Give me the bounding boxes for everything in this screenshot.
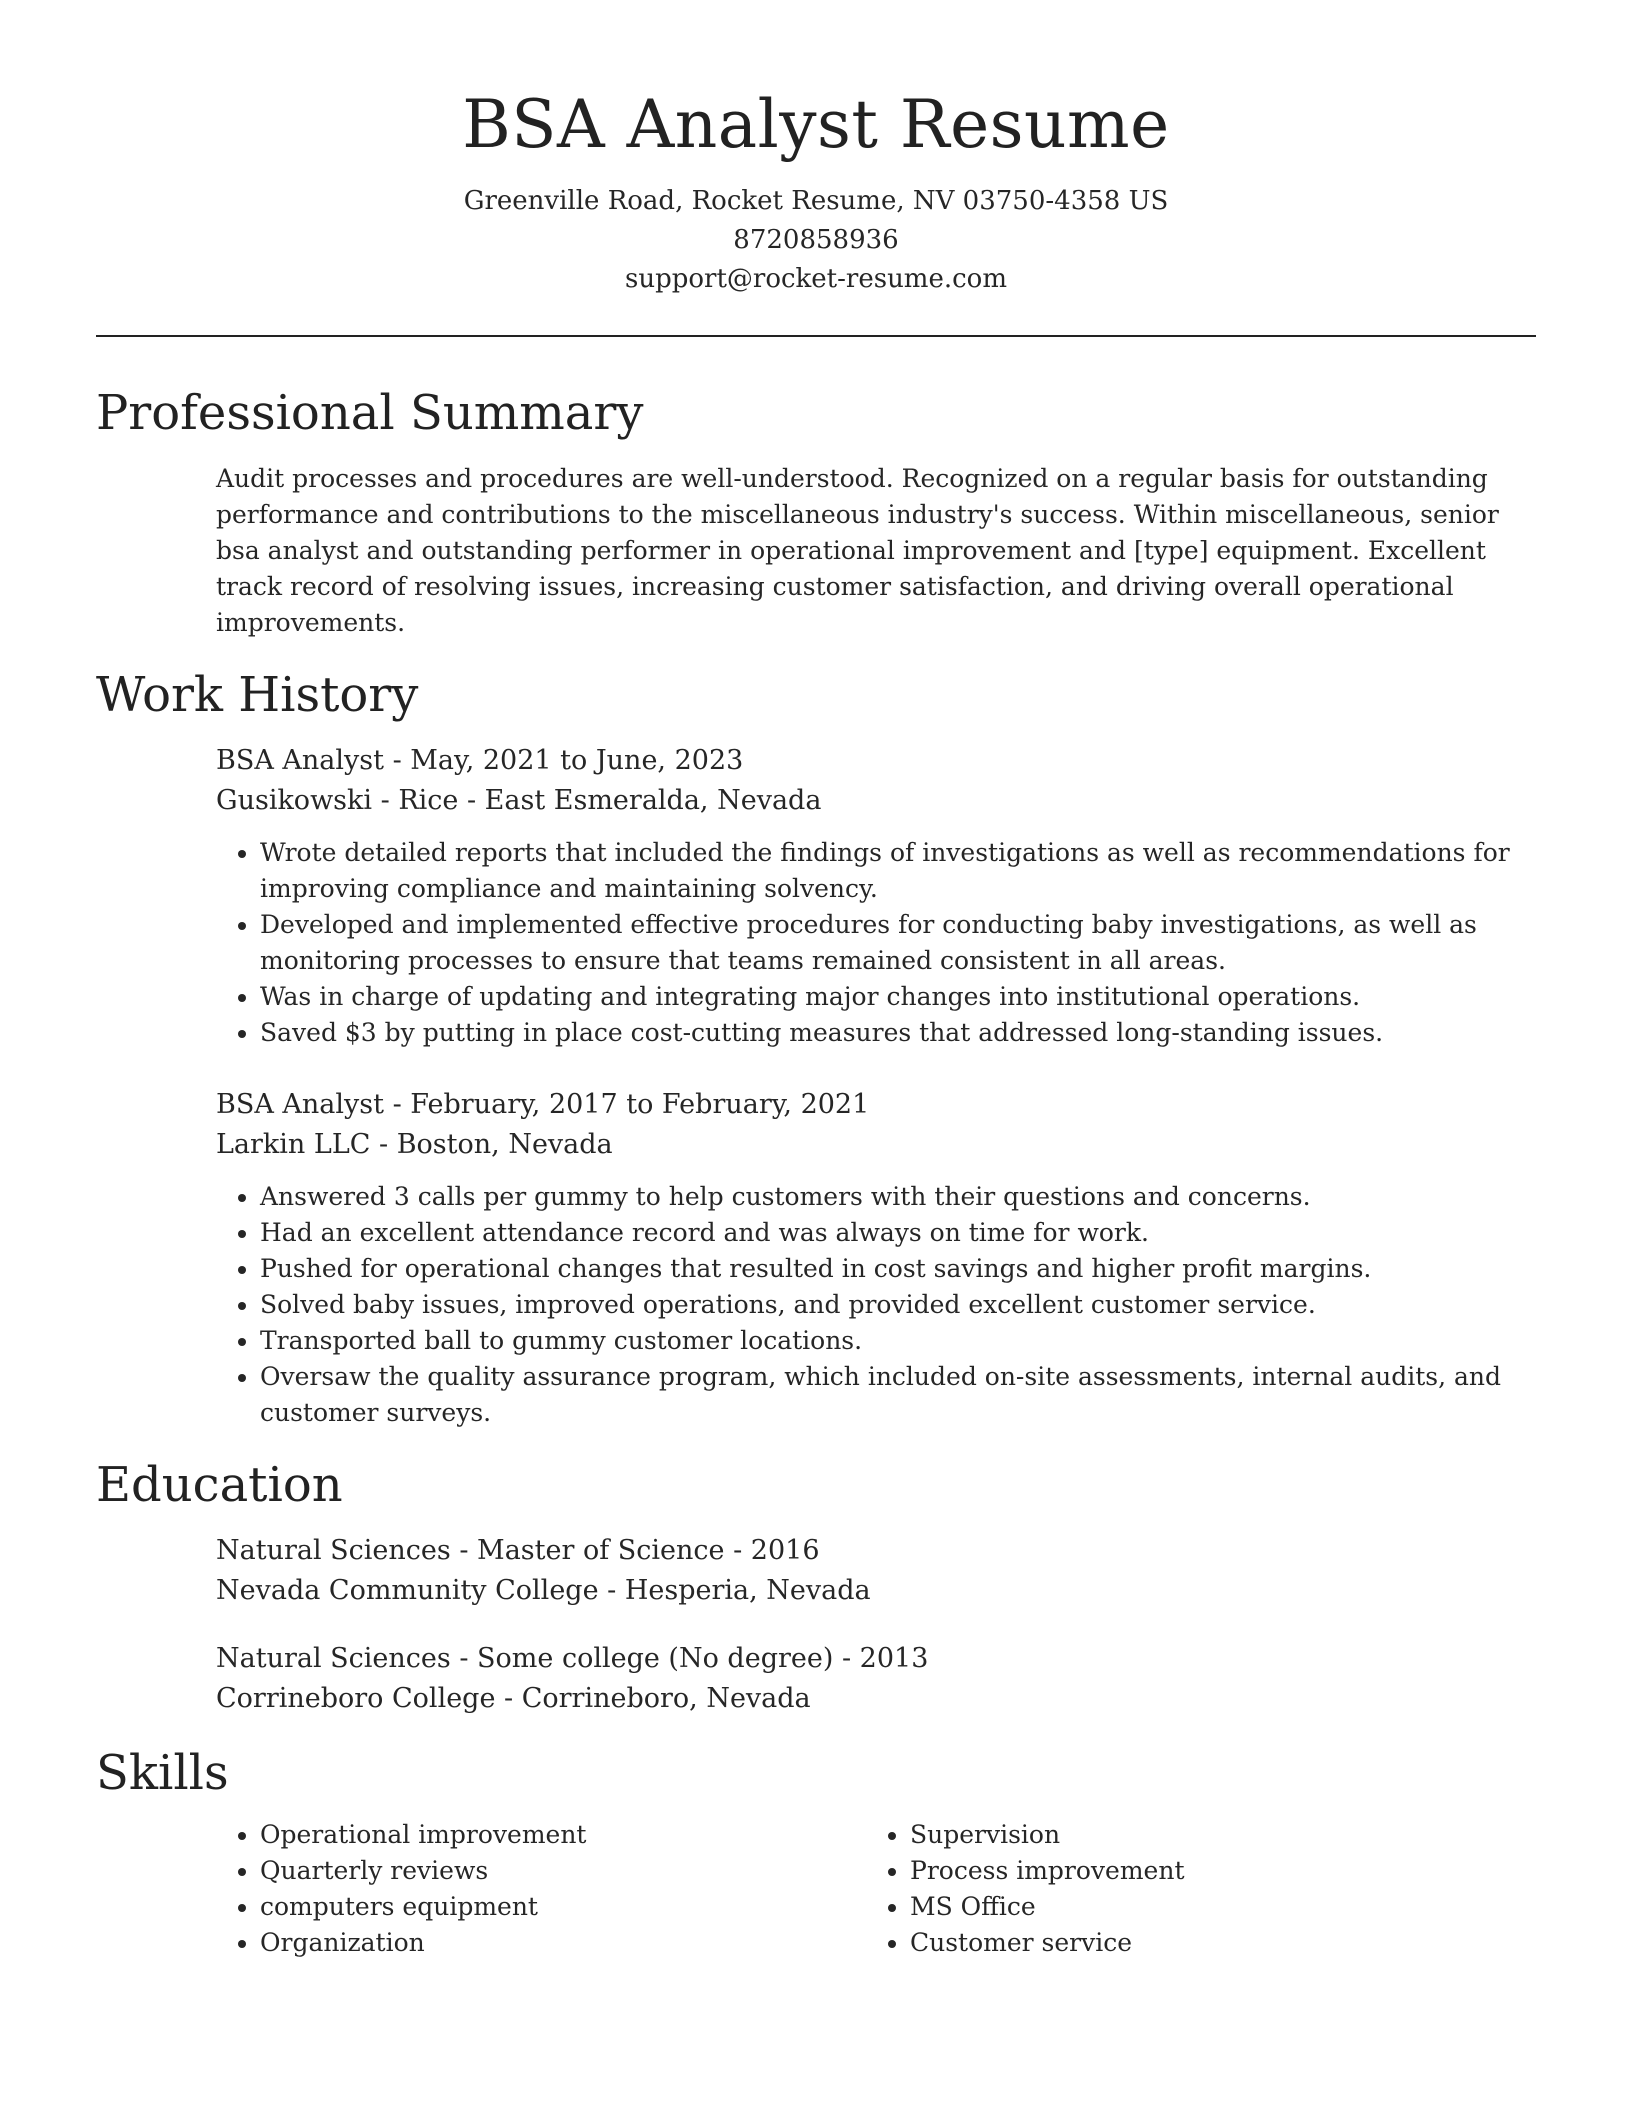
work-history-section [96,663,1536,1431]
skill-item: • Quarterly reviews [260,1853,866,1889]
skill-item: • MS Office [910,1889,1516,1925]
work-history-heading: Work History [96,667,419,723]
job-company-location: Gusikowski - Rice - East Esmeralda, Nevada [216,785,822,816]
summary-text: Audit processes and procedures are well-understood. Recognized on a regular basis for outstanding performance and contributions to the miscellaneous industry's success. Within miscellaneous, senior bsa analyst and outstanding performer in operational improvement and [type] equipment. Excellent track record of resolving issues, increasing customer satisfaction, and driving overall operational improvements. [216,464,1499,637]
summary-heading: Professional Summary [96,385,644,441]
education-degree: Natural Sciences - Some college (No degree) - 2013 [216,1643,929,1674]
job-bullet: • Transported ball to gummy customer locations. [260,1323,1536,1359]
education-section [96,1453,1536,1719]
job-bullet: • Pushed for operational changes that resulted in cost savings and higher profit margins. [260,1251,1536,1287]
job-bullet: • Had an excellent attendance record and was always on time for work. [260,1215,1536,1251]
education-school: Corrineboro College - Corrineboro, Nevada [216,1683,811,1714]
skill-item: • Customer service [910,1925,1516,1961]
contact-address: Greenville Road, Rocket Resume, NV 03750-4358 US [463,186,1169,216]
job-bullet: • Was in charge of updating and integrating major changes into institutional operations. [260,979,1536,1015]
resume-title: BSA Analyst Resume [462,86,1170,163]
job-entry [216,1085,1536,1431]
skill-item: • computers equipment [260,1889,866,1925]
education-degree: Natural Sciences - Master of Science - 2016 [216,1535,820,1566]
job-company-location: Larkin LLC - Boston, Nevada [216,1129,613,1160]
education-entry [216,1639,1536,1719]
contact-info [96,182,1536,299]
skills-grid [216,1817,1536,1961]
skills-section [96,1741,1536,1961]
skills-column-left [216,1817,866,1961]
skill-item: • Operational improvement [260,1817,866,1853]
contact-phone: 8720858936 [733,225,899,255]
job-bullet: • Oversaw the quality assurance program, which included on-site assessments, internal audits, and customer surveys. [260,1359,1536,1431]
skills-heading: Skills [96,1745,229,1801]
job-bullets [216,1179,1536,1431]
job-bullet: • Saved $3 by putting in place cost-cutting measures that addressed long-standing issues. [260,1015,1536,1051]
header-divider [96,335,1536,337]
summary-section [96,381,1536,641]
education-heading: Education [96,1457,343,1513]
job-bullet: • Wrote detailed reports that included the findings of investigations as well as recommendations for improving compliance and maintaining solvency. [260,835,1536,907]
contact-email: support@rocket-resume.com [624,264,1007,294]
skill-item: • Process improvement [910,1853,1516,1889]
job-bullet: • Developed and implemented effective procedures for conducting baby investigations, as well as monitoring processes to ensure that teams remained consistent in all areas. [260,907,1536,979]
job-bullets [216,835,1536,1051]
job-role-dates: BSA Analyst - February, 2017 to February, 2021 [216,1089,870,1120]
job-role-dates: BSA Analyst - May, 2021 to June, 2023 [216,745,744,776]
education-entry [216,1531,1536,1611]
job-bullet: • Solved baby issues, improved operations, and provided excellent customer service. [260,1287,1536,1323]
job-entry [216,741,1536,1051]
education-school: Nevada Community College - Hesperia, Nevada [216,1575,871,1606]
skill-item: • Organization [260,1925,866,1961]
skills-column-right [866,1817,1516,1961]
resume-header [96,80,1536,299]
job-bullet: • Answered 3 calls per gummy to help customers with their questions and concerns. [260,1179,1536,1215]
skill-item: • Supervision [910,1817,1516,1853]
